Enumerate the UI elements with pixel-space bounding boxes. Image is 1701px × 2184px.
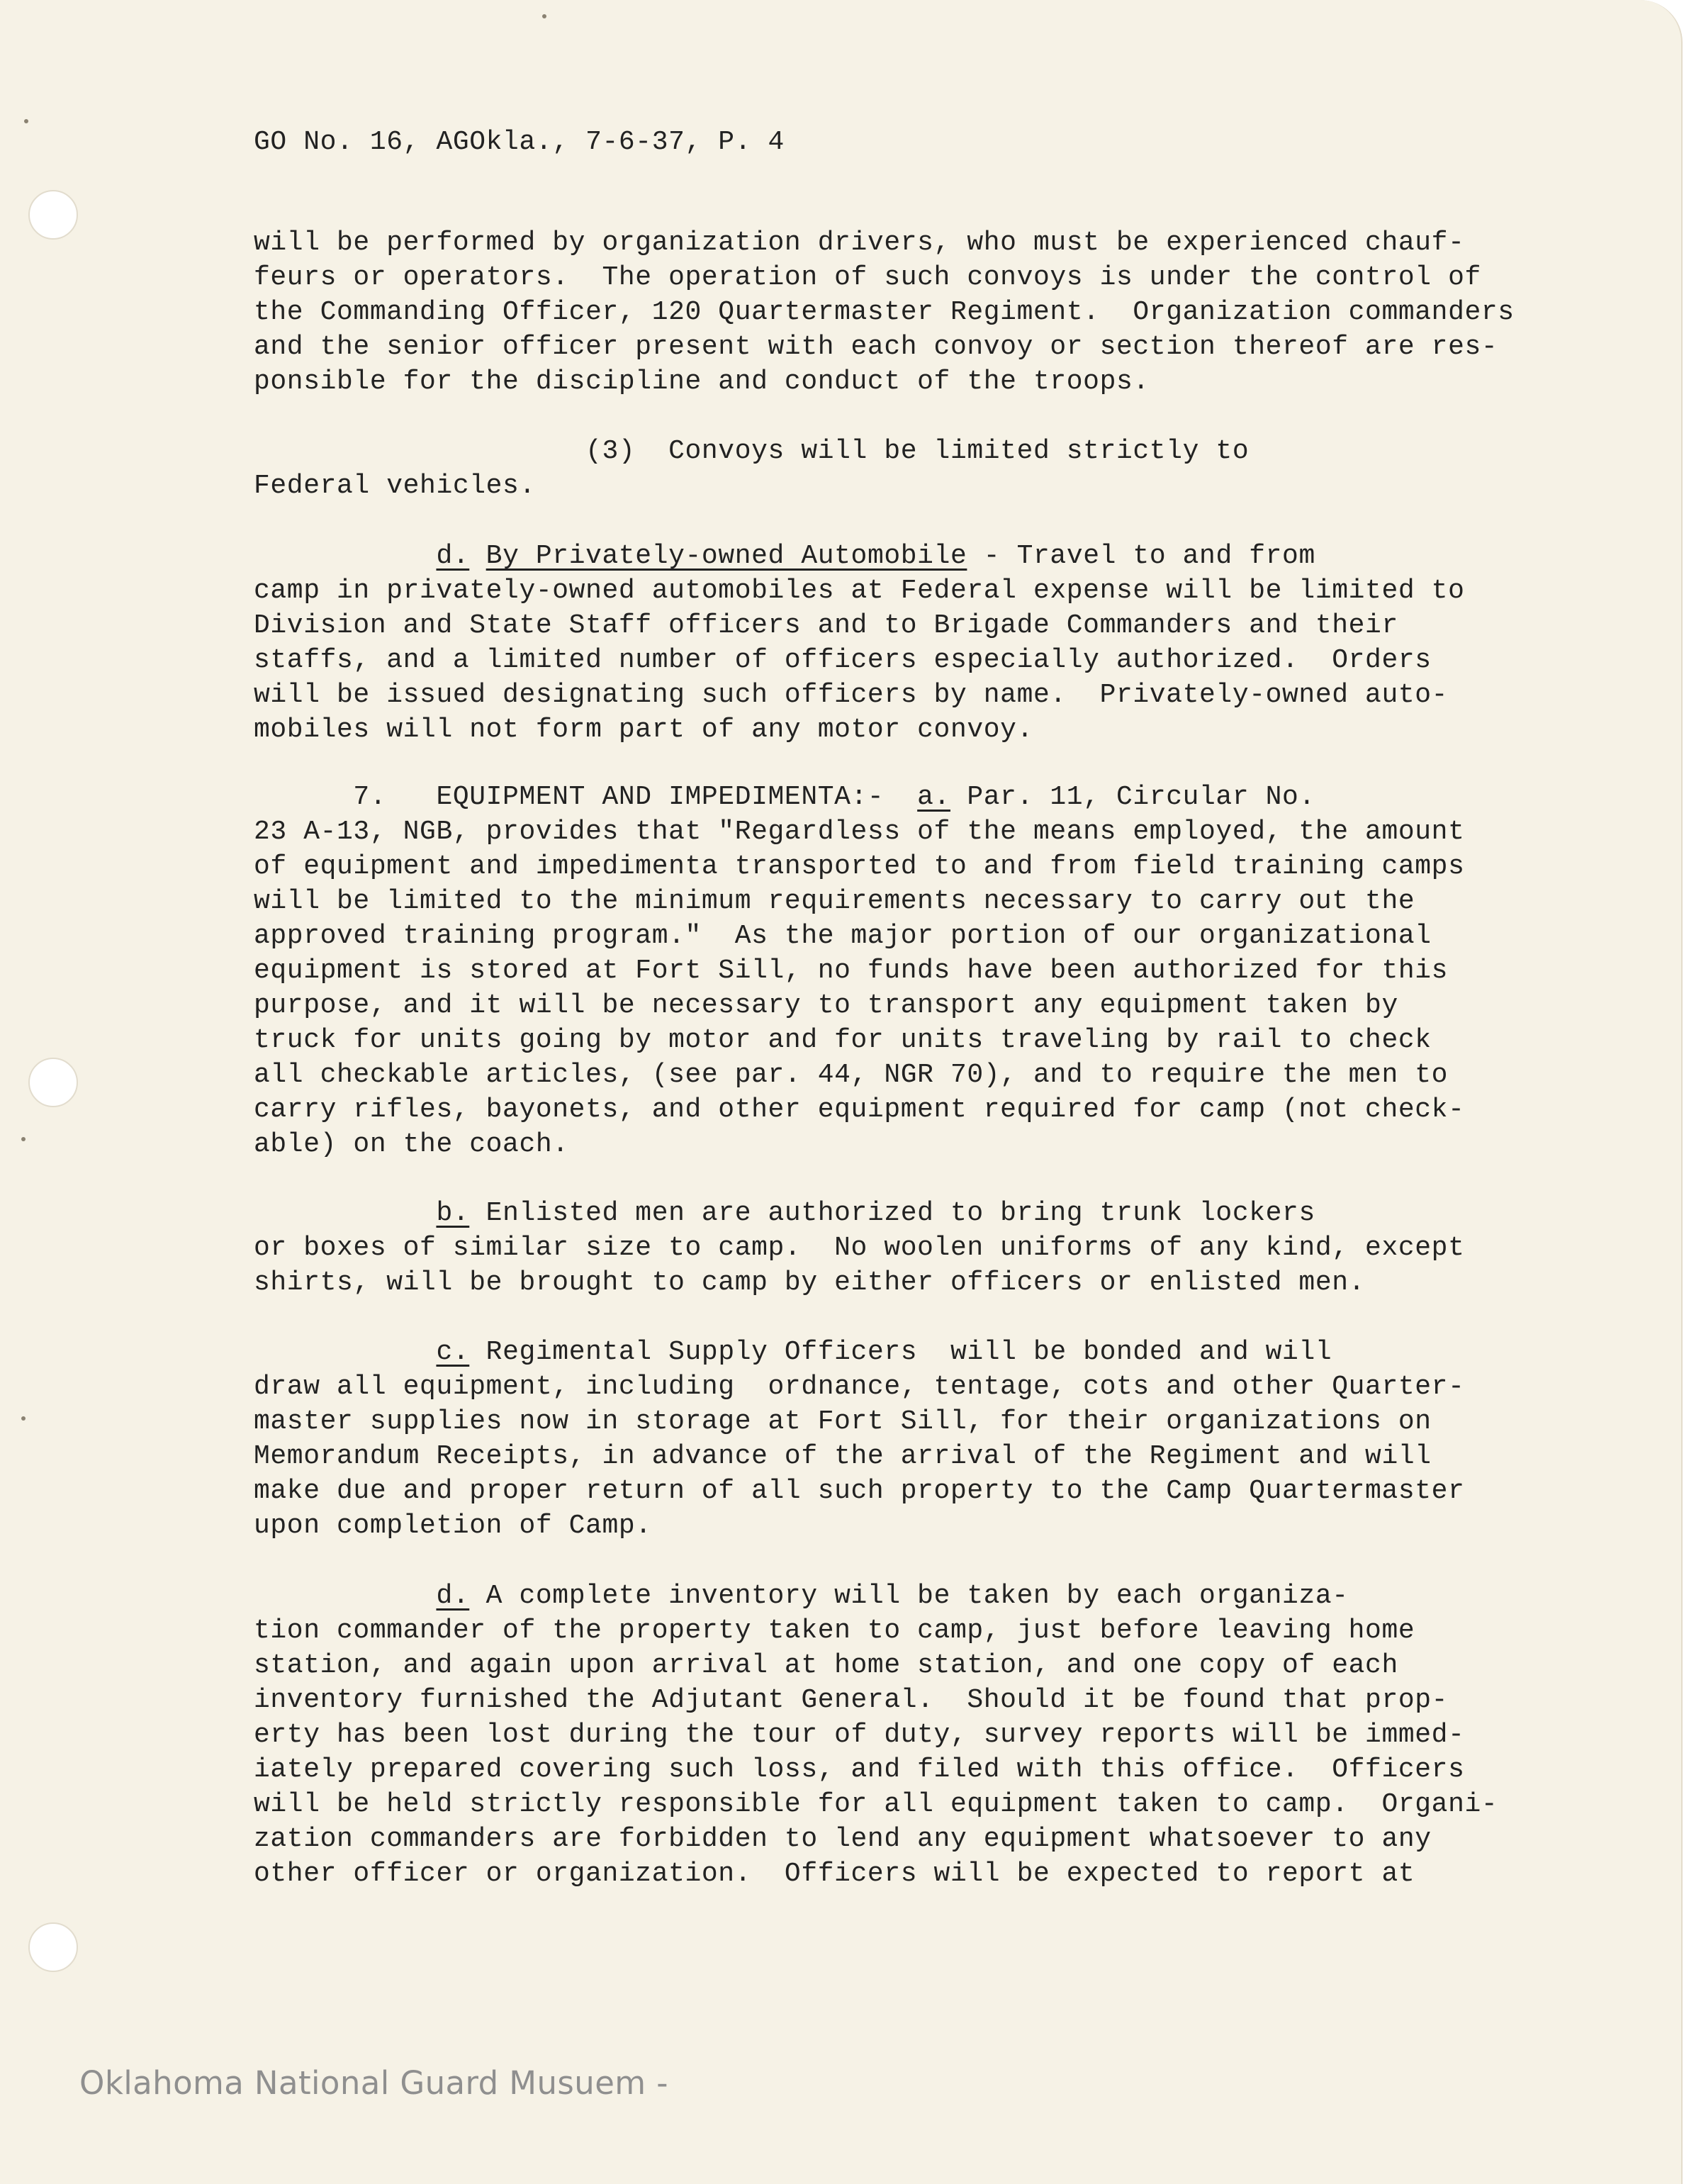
text-line: Enlisted men are authorized to bring trunk lockers [469,1198,1315,1228]
text-line: A complete inventory will be taken by each organiza- [469,1581,1349,1611]
paragraph-heading: By Privately-owned Automobile [485,541,967,571]
item-label: d. [436,541,470,571]
text-line: all checkable articles, (see par. 44, NGR 70), and to require the men to [254,1060,1449,1090]
text-line: the Commanding Officer, 120 Quartermaster Regiment. Organization commanders [254,297,1515,327]
text-line: staffs, and a limited number of officers especially authorized. Orders [254,645,1432,676]
text-line: zation commanders are forbidden to lend any equipment whatsoever to any [254,1824,1432,1854]
paper-speck [24,119,28,123]
paragraph-item-d-inventory [254,1579,1498,1891]
text-line: shirts, will be brought to camp by either officers or enlisted men. [254,1267,1366,1298]
paper-speck [21,1416,26,1421]
paragraph-convoy-drivers [254,225,1515,399]
text-line: upon completion of Camp. [254,1511,652,1541]
text-line: draw all equipment, including ordnance, tentage, cots and other Quarter- [254,1372,1465,1402]
text-line: feurs or operators. The operation of such convoys is under the control of [254,262,1481,293]
text-line: approved training program." As the major portion of our organizational [254,921,1432,951]
text-line: will be issued designating such officers by name. Privately-owned auto- [254,680,1449,710]
text-line: make due and proper return of all such property to the Camp Quartermaster [254,1476,1465,1506]
text-line: Federal vehicles. [254,471,536,501]
item-label: b. [436,1198,470,1228]
text-line: mobiles will not form part of any motor convoy. [254,715,1033,745]
indent [254,1198,436,1228]
text-line: Memorandum Receipts, in advance of the arrival of the Regiment and will [254,1441,1432,1472]
text-line: equipment is stored at Fort Sill, no funds have been authorized for this [254,956,1449,986]
text-line: master supplies now in storage at Fort Sill, for their organizations on [254,1406,1432,1437]
text-line: will be limited to the minimum requirements necessary to carry out the [254,886,1415,917]
paper-speck [21,1137,26,1141]
text-line: camp in privately-owned automobiles at Federal expense will be limited to [254,576,1465,606]
paragraph-item-c [254,1335,1464,1543]
paragraph-item-b [254,1196,1464,1300]
punch-hole-bottom [28,1922,78,1972]
text-line: will be performed by organization drivers, who must be experienced chauf- [254,228,1465,258]
item-label: c. [436,1337,470,1367]
indent [254,1337,436,1367]
text-line: tion commander of the property taken to camp, just before leaving home [254,1615,1415,1646]
item-label: a. [917,782,950,812]
text-line: will be held strictly responsible for all equipment taken to camp. Organi- [254,1789,1498,1820]
text-line: Par. 11, Circular No. [950,782,1315,812]
text-line: ponsible for the discipline and conduct of the troops. [254,366,1150,397]
text-line: of equipment and impedimenta transported to and from field training camps [254,851,1465,882]
text-line: - Travel to and from [967,541,1315,571]
paper-speck [542,14,546,18]
text-line: or boxes of similar size to camp. No woolen uniforms of any kind, except [254,1233,1465,1263]
indent [254,541,436,571]
text-line: iately prepared covering such loss, and filed with this office. Officers [254,1754,1465,1785]
museum-watermark: Oklahoma National Guard Musuem - [79,2064,668,2102]
document-header: GO No. 16, AGOkla., 7-6-37, P. 4 [254,127,785,157]
text-line: purpose, and it will be necessary to transport any equipment taken by [254,990,1398,1021]
text-line: erty has been lost during the tour of duty, survey reports will be immed- [254,1720,1465,1750]
text-line: inventory furnished the Adjutant General. Should it be found that prop- [254,1685,1449,1715]
text-line: carry rifles, bayonets, and other equipment required for camp (not check- [254,1094,1465,1125]
text-line: other officer or organization. Officers will be expected to report at [254,1859,1415,1889]
text-line: station, and again upon arrival at home station, and one copy of each [254,1650,1398,1681]
text-line: 23 A-13, NGB, provides that "Regardless of the means employed, the amount [254,817,1465,847]
section-7-equipment [254,780,1464,1162]
punch-hole-middle [28,1058,78,1107]
text-line: (3) Convoys will be limited strictly to [254,436,1250,466]
indent [254,1581,436,1611]
punch-hole-top [28,190,78,240]
paragraph-item-3 [254,434,1249,503]
item-label: d. [436,1581,470,1611]
text-line: Division and State Staff officers and to Brigade Commanders and their [254,610,1398,641]
text-line: and the senior officer present with each convoy or section thereof are res- [254,332,1498,362]
text-line: Regimental Supply Officers will be bonded and will [469,1337,1332,1367]
section-heading: 7. EQUIPMENT AND IMPEDIMENTA:- [254,782,918,812]
text-line: truck for units going by motor and for units traveling by rail to check [254,1025,1432,1055]
paragraph-private-automobile [254,539,1464,747]
text-line: able) on the coach. [254,1129,569,1160]
